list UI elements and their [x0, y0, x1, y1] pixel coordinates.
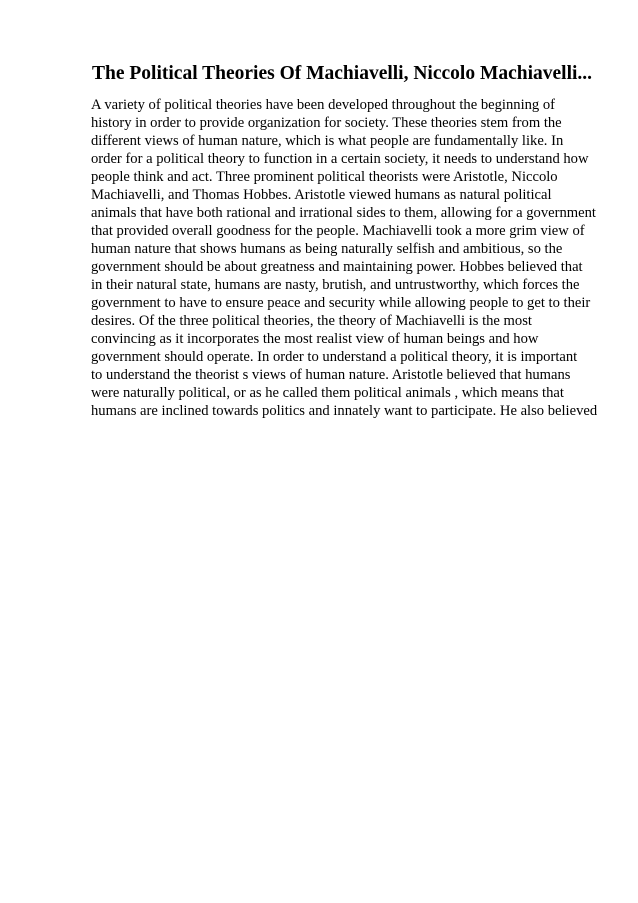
body-line: that provided overall goodness for the people. Machiavelli took a more grim view of	[91, 223, 585, 239]
body-line: were naturally political, or as he called them political animals , which means that	[91, 385, 564, 401]
body-line: human nature that shows humans as being naturally selfish and ambitious, so the	[91, 241, 563, 257]
body-line: humans are inclined towards politics and innately want to participate. He also believed	[91, 403, 598, 419]
body-line: order for a political theory to function in a certain society, it needs to understand how	[91, 151, 589, 167]
body-line: animals that have both rational and irrational sides to them, allowing for a government	[91, 205, 596, 221]
body-line: Machiavelli, and Thomas Hobbes. Aristotle viewed humans as natural political	[91, 187, 552, 203]
document-body	[91, 96, 631, 420]
body-line: people think and act. Three prominent political theorists were Aristotle, Niccolo	[91, 169, 558, 185]
body-line: desires. Of the three political theories, the theory of Machiavelli is the most	[91, 313, 532, 329]
body-line: history in order to provide organization for society. These theories stem from the	[91, 115, 562, 131]
body-line: government should be about greatness and maintaining power. Hobbes believed that	[91, 259, 583, 275]
body-line: convincing as it incorporates the most realist view of human beings and how	[91, 331, 539, 347]
body-line: government to have to ensure peace and security while allowing people to get to their	[91, 295, 591, 311]
document-title: The Political Theories Of Machiavelli, Niccolo Machiavelli...	[92, 63, 593, 84]
body-line: to understand the theorist s views of human nature. Aristotle believed that humans	[91, 367, 571, 383]
body-line: A variety of political theories have been developed throughout the beginning of	[91, 97, 556, 113]
body-line: different views of human nature, which is what people are fundamentally like. In	[91, 133, 564, 149]
body-line: in their natural state, humans are nasty, brutish, and untrustworthy, which forces the	[91, 277, 580, 293]
body-line: government should operate. In order to understand a political theory, it is important	[91, 349, 578, 365]
